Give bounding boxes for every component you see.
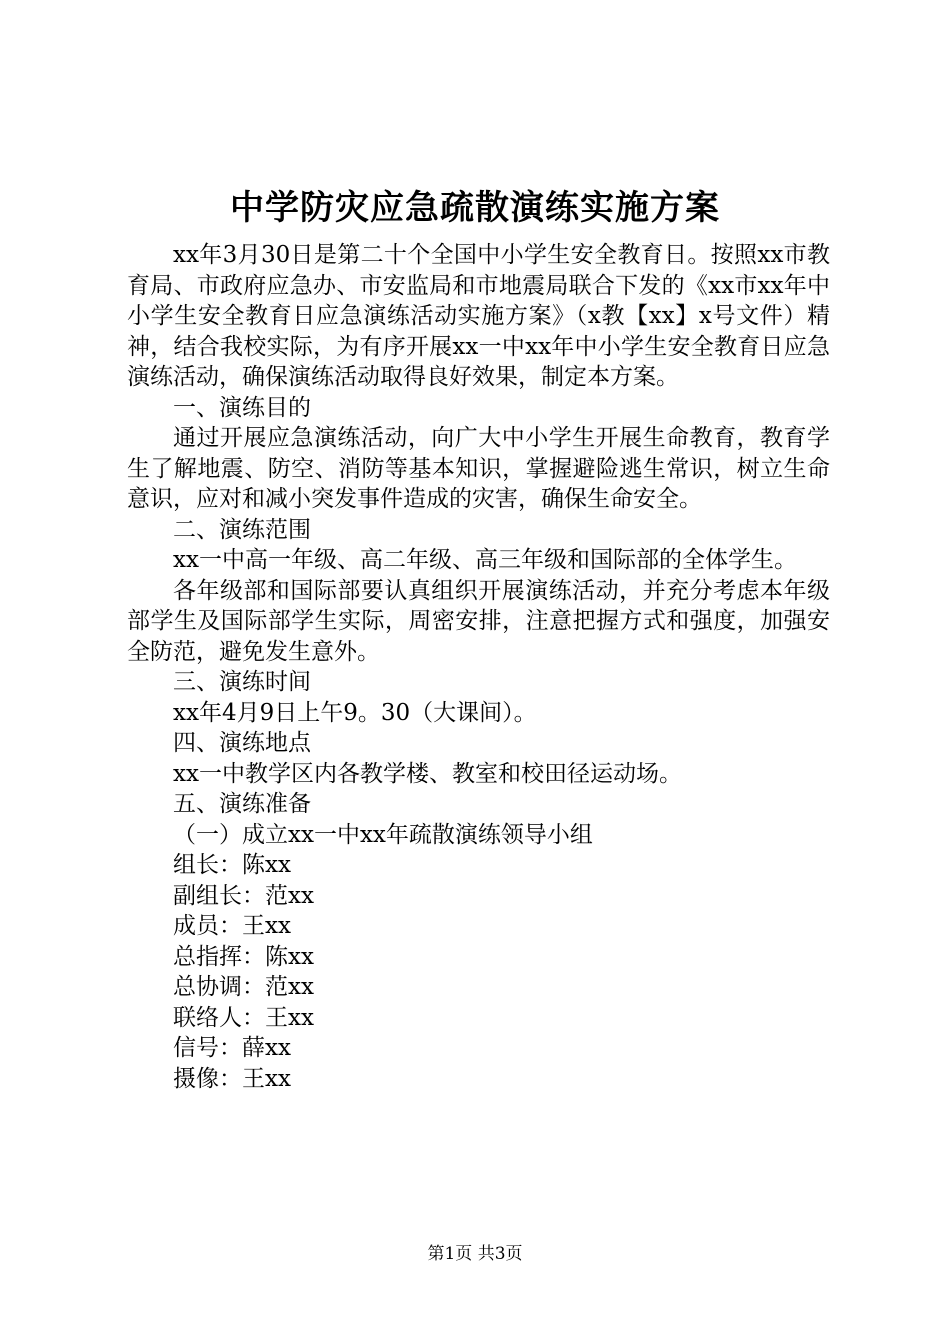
section-heading-purpose: 一、演练目的: [173, 394, 311, 421]
section-heading-time: 三、演练时间: [173, 669, 311, 695]
subsection-heading-leadership: （一）成立xx一中xx年疏散演练领导小组: [173, 821, 593, 848]
role-line: 组长：陈xx: [173, 852, 291, 878]
role-line: 摄像：王xx: [173, 1065, 291, 1092]
section-body-location: xx一中教学区内各教学楼、教室和校田径运动场。: [173, 760, 682, 787]
document-title: 中学防灾应急疏散演练实施方案: [230, 188, 720, 228]
section-heading-scope: 二、演练范围: [173, 516, 311, 543]
page-footer: 第1页 共3页: [427, 1244, 523, 1264]
intro-paragraph: xx年3月30日是第二十个全国中小学生安全教育日。按照xx市教育局、市政府应急办、市安监局和市地震局联合下发的《xx市xx年中小学生安全教育日应急演练活动实施方案》（x教【xx】x号文件）精神，结合我校实际，为有序开展xx一中xx年中小学生安全教育日应急演练活动，确保演练活动取得良好效果，制定本方案。: [127, 242, 830, 390]
role-line: 总指挥：陈xx: [173, 943, 314, 970]
section-heading-location: 四、演练地点: [173, 730, 311, 756]
section-body-scope-1: xx一中高一年级、高二年级、高三年级和国际部的全体学生。: [173, 547, 797, 573]
role-line: 成员：王xx: [173, 913, 291, 939]
section-body-time: xx年4月9日上午9。30（大课间）。: [173, 699, 537, 726]
role-line: 总协调：范xx: [173, 974, 314, 1000]
document-body: [127, 240, 830, 1094]
section-heading-preparation: 五、演练准备: [173, 791, 311, 817]
role-line: 联络人：王xx: [173, 1004, 314, 1031]
role-line: 副组长：范xx: [173, 882, 314, 909]
role-line: 信号：薛xx: [173, 1035, 291, 1061]
section-body-scope-2: 各年级部和国际部要认真组织开展演练活动，并充分考虑本年级部学生及国际部学生实际，周密安排，注意把握方式和强度，加强安全防范，避免发生意外。: [127, 577, 830, 665]
section-body-purpose: 通过开展应急演练活动，向广大中小学生开展生命教育，教育学生了解地震、防空、消防等基本知识，掌握避险逃生常识，树立生命意识，应对和减小突发事件造成的灾害，确保生命安全。: [127, 425, 830, 512]
